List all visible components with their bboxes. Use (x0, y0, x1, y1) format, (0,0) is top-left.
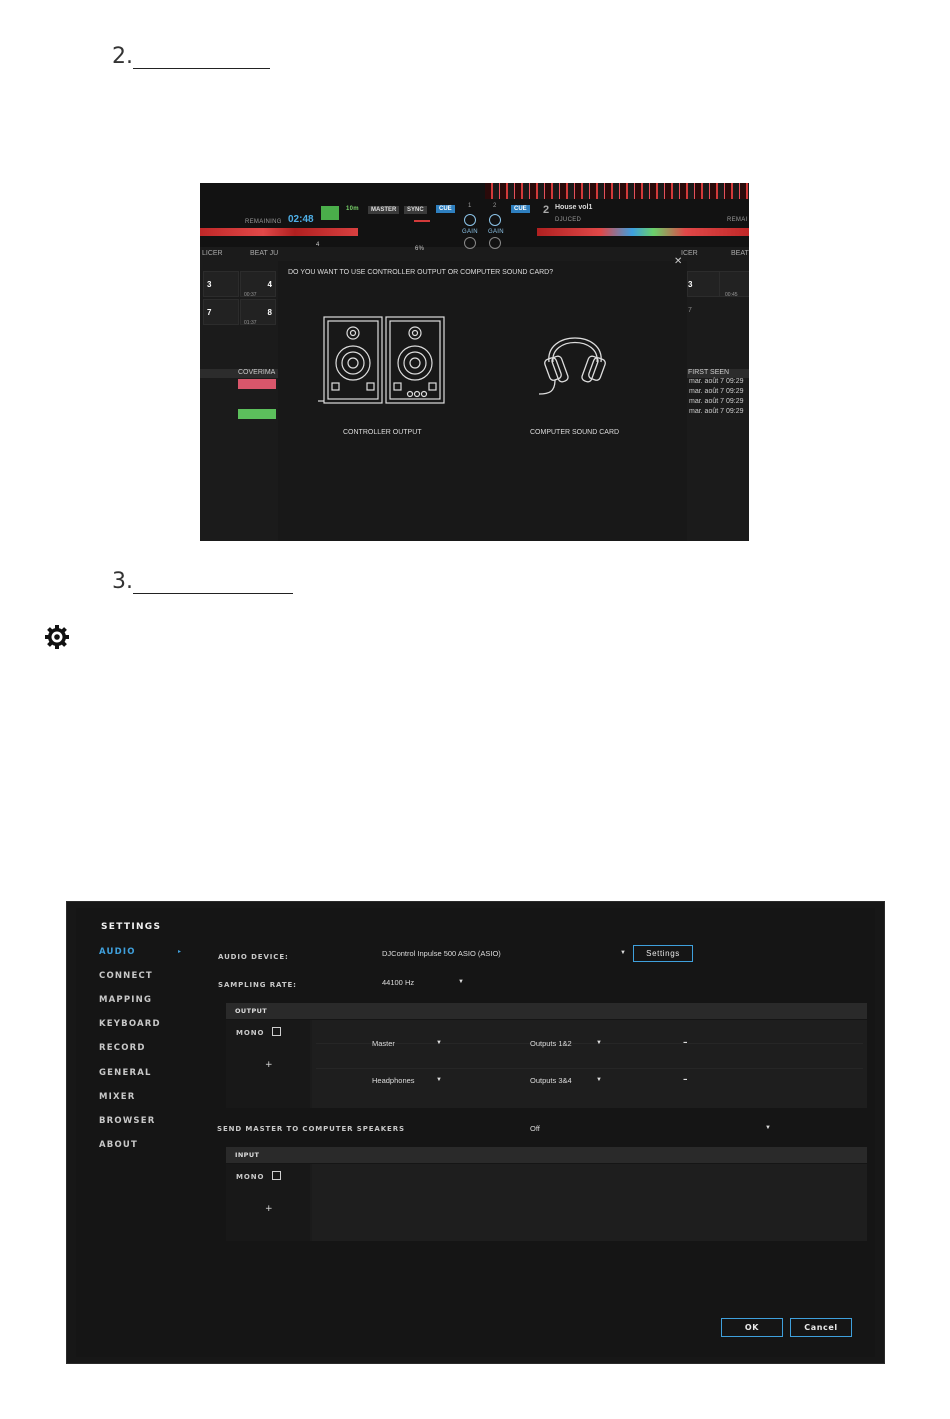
audio-settings-window-screenshot (66, 901, 885, 1364)
mono-label: MONO (236, 1029, 265, 1037)
nav-browser[interactable]: BROWSER (99, 1116, 156, 1126)
mono-label: MONO (236, 1173, 265, 1181)
waveform-deck1 (200, 228, 358, 236)
filter-knob-1[interactable] (464, 237, 476, 249)
speakers-icon[interactable] (318, 315, 448, 407)
gain-knob-2[interactable] (489, 214, 501, 226)
pitch-value: 6% (415, 246, 425, 252)
send-master-value: Off (530, 1124, 540, 1133)
step-3 (112, 569, 293, 594)
sync-button[interactable]: SYNC (404, 206, 427, 214)
sampling-rate-label: SAMPLING RATE: (218, 981, 297, 989)
deck2-number: 2 (543, 204, 550, 216)
settings-title: SETTINGS (101, 922, 162, 932)
deck2-remaining-label: REMAI (727, 217, 748, 223)
hotcue-pad[interactable]: 3 (203, 271, 239, 297)
browser-row[interactable]: mar. août 7 09:29 (689, 398, 744, 405)
cue-button-deck2[interactable]: CUE (511, 205, 530, 213)
deck1-pitch-bar (414, 220, 430, 222)
pad-number: 7 (688, 307, 692, 314)
remove-output-button[interactable]: – (683, 1075, 688, 1085)
filter-knob-2[interactable] (489, 237, 501, 249)
output-header-label: OUTPUT (235, 1007, 268, 1015)
chevron-down-icon: ▼ (436, 1077, 442, 1083)
sampling-rate-value: 44100 Hz (382, 978, 415, 987)
browser-column-firstseen: FIRST SEEN (688, 369, 730, 376)
ok-button[interactable]: OK (721, 1318, 783, 1337)
hotcue-pad[interactable]: 8 01:37 (240, 299, 276, 325)
settings-panel (76, 908, 875, 1357)
output-port-select[interactable] (530, 1039, 605, 1051)
chevron-down-icon: ▼ (596, 1040, 602, 1046)
row-divider (316, 1068, 863, 1069)
gain-label-2: GAIN (488, 229, 504, 235)
master-button[interactable]: MASTER (368, 206, 399, 214)
audio-device-select[interactable] (382, 949, 632, 961)
input-section (226, 1164, 867, 1241)
nav-general[interactable]: GENERAL (99, 1068, 152, 1078)
send-master-select[interactable] (530, 1124, 774, 1136)
blank-line (133, 583, 293, 594)
input-header-label: INPUT (235, 1151, 260, 1159)
deck1-cover (321, 206, 339, 220)
sampling-rate-select[interactable] (382, 978, 467, 990)
loop-length: 10m (346, 206, 359, 212)
audio-device-label: AUDIO DEVICE: (218, 953, 289, 961)
nav-audio[interactable]: AUDIO (99, 947, 136, 957)
input-section-header (226, 1147, 867, 1163)
chevron-down-icon: ▼ (620, 950, 626, 956)
step-2 (112, 44, 270, 69)
mono-checkbox[interactable] (272, 1171, 281, 1180)
pad-tab-beatjump[interactable]: BEAT JU (250, 250, 279, 257)
chevron-right-icon: ▸ (178, 948, 182, 955)
add-input-button[interactable]: + (265, 1204, 273, 1214)
hotcue-pad[interactable]: 3 (687, 271, 723, 297)
browser-row[interactable]: mar. août 7 09:29 (689, 378, 744, 385)
chevron-down-icon: ▼ (436, 1040, 442, 1046)
headphones-icon[interactable] (535, 318, 615, 398)
hotcue-pad[interactable]: 7 (203, 299, 239, 325)
hotcue-pad[interactable]: 4 00:37 (240, 271, 276, 297)
browser-column-coverimage: COVERIMA (238, 369, 276, 376)
output-channel-select[interactable] (372, 1039, 447, 1051)
hotcue-pad[interactable]: 00:45 (719, 271, 749, 297)
pad-tab-slicer-right[interactable]: ICER (681, 250, 698, 257)
remaining-label: REMAINING (245, 219, 282, 225)
controller-output-dialog-screenshot (200, 183, 749, 541)
option-controller-output[interactable]: CONTROLLER OUTPUT (343, 429, 422, 436)
waveform-overview-right (485, 183, 749, 199)
audio-device-value: DJControl Inpulse 500 ASIO (ASIO) (382, 949, 501, 958)
output-section (226, 1020, 867, 1108)
beat-count: 4 (316, 242, 320, 248)
cue-button-deck1[interactable]: CUE (436, 205, 455, 213)
cancel-button[interactable]: Cancel (790, 1318, 852, 1337)
output-right-column (312, 1020, 867, 1108)
option-computer-sound-card[interactable]: COMPUTER SOUND CARD (530, 429, 620, 436)
nav-about[interactable]: ABOUT (99, 1140, 138, 1150)
track-color-red (238, 379, 276, 389)
close-icon[interactable]: ✕ (674, 256, 683, 267)
step-number: 3. (112, 569, 133, 594)
track-color-green (238, 409, 276, 419)
send-master-label: SEND MASTER TO COMPUTER SPEAKERS (217, 1125, 405, 1133)
device-settings-button[interactable]: Settings (633, 945, 693, 962)
gain-knob-1[interactable] (464, 214, 476, 226)
chevron-down-icon: ▼ (596, 1077, 602, 1083)
nav-mapping[interactable]: MAPPING (99, 995, 153, 1005)
pad-tab-slicer[interactable]: LICER (202, 250, 223, 257)
remove-output-button[interactable]: – (683, 1038, 688, 1048)
mono-checkbox[interactable] (272, 1027, 281, 1036)
output-channel-value: Master (372, 1039, 395, 1048)
browser-row[interactable]: mar. août 7 09:29 (689, 388, 744, 395)
chevron-down-icon: ▼ (458, 979, 464, 985)
gear-icon (44, 624, 70, 650)
output-port-value: Outputs 1&2 (530, 1039, 572, 1048)
gain-label-1: GAIN (462, 229, 478, 235)
browser-row[interactable]: mar. août 7 09:29 (689, 408, 744, 415)
nav-keyboard[interactable]: KEYBOARD (99, 1019, 161, 1029)
input-right-column (312, 1164, 867, 1241)
output-section-header (226, 1003, 867, 1019)
nav-record[interactable]: RECORD (99, 1043, 146, 1053)
channel-1-label: 1 (468, 203, 472, 209)
output-port-select[interactable] (530, 1076, 605, 1088)
output-port-value: Outputs 3&4 (530, 1076, 572, 1085)
nav-connect[interactable]: CONNECT (99, 971, 153, 981)
step-number: 2. (112, 44, 133, 69)
pad-tab-beat-right[interactable]: BEAT (731, 250, 749, 257)
deck1-time: 02:48 (288, 214, 314, 225)
dialog-question: DO YOU WANT TO USE CONTROLLER OUTPUT OR COMPUTER SOUND CARD? (288, 269, 554, 276)
deck2-artist: DJUCED (555, 217, 582, 223)
channel-2-label: 2 (493, 203, 497, 209)
add-output-button[interactable]: + (265, 1060, 273, 1070)
waveform-deck2 (537, 228, 749, 236)
nav-mixer[interactable]: MIXER (99, 1092, 136, 1102)
output-channel-select[interactable] (372, 1076, 447, 1088)
deck2-title: House vol1 (555, 204, 593, 211)
blank-line (133, 58, 270, 69)
output-channel-value: Headphones (372, 1076, 415, 1085)
chevron-down-icon: ▼ (765, 1125, 771, 1131)
